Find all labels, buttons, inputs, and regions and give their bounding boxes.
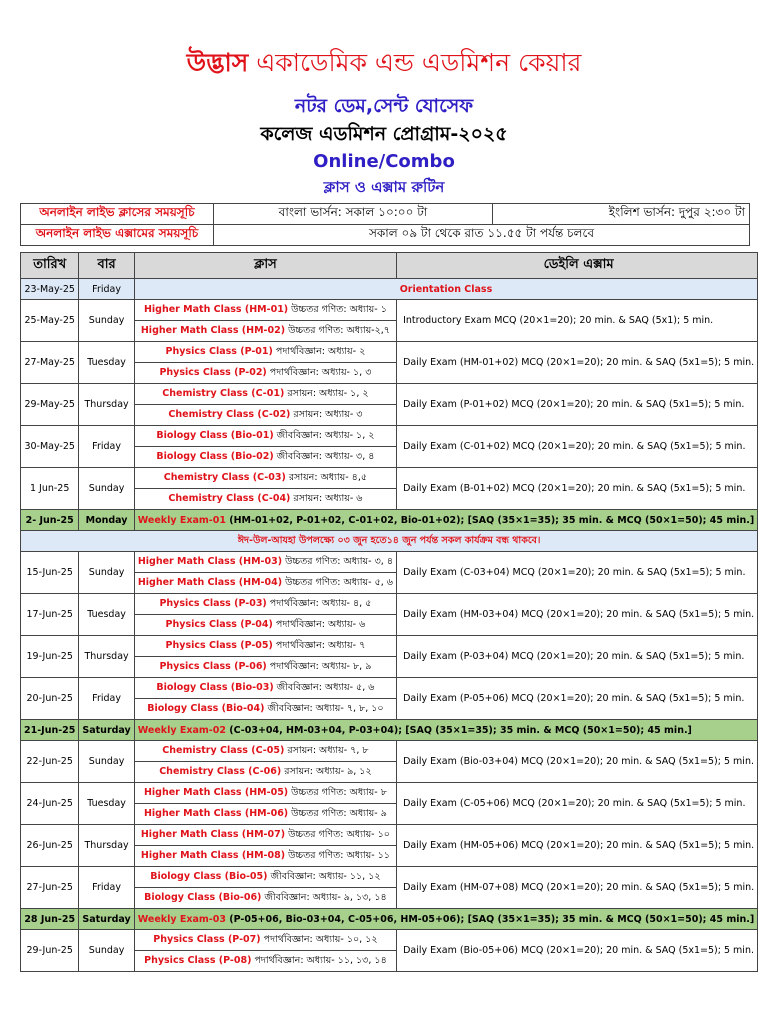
class-topic: জীববিজ্ঞান: অধ্যায়- ৯, ১৩, ১৪ bbox=[261, 891, 387, 903]
row-day: Sunday bbox=[79, 741, 134, 783]
daily-exam: Daily Exam (HM-05+06) MCQ (20×1=20); 20 min. & SAQ (5x1=5); 5 min. bbox=[397, 825, 758, 867]
class-cell bbox=[134, 321, 396, 342]
row-date: 17-Jun-25 bbox=[21, 594, 79, 636]
class-name: Higher Math Class (HM-08) bbox=[140, 849, 286, 861]
class-name: Biology Class (Bio-06) bbox=[144, 891, 262, 903]
class-topic: জীববিজ্ঞান: অধ্যায়- ১১, ১২ bbox=[267, 870, 381, 882]
daily-exam: Daily Exam (Bio-05+06) MCQ (20×1=20); 20 min. & SAQ (5x1=5); 5 min. bbox=[397, 930, 758, 972]
class-topic: উচ্চতর গণিত: অধ্যায়- ১০ bbox=[285, 828, 390, 840]
daily-exam: Daily Exam (Bio-03+04) MCQ (20×1=20); 20 min. & SAQ (5x1=5); 5 min. bbox=[397, 741, 758, 783]
class-topic: পদার্থবিজ্ঞান: অধ্যায়- ২ bbox=[272, 345, 366, 357]
row-day: Sunday bbox=[79, 552, 134, 594]
daily-exam: Daily Exam (P-03+04) MCQ (20×1=20); 20 min. & SAQ (5x1=5); 5 min. bbox=[397, 636, 758, 678]
class-cell bbox=[134, 888, 396, 909]
class-topic: উচ্চতর গণিত: অধ্যায়- ৫, ৬ bbox=[282, 576, 393, 588]
row-day: Tuesday bbox=[79, 594, 134, 636]
weekly-exam-detail bbox=[134, 909, 757, 930]
class-cell bbox=[134, 636, 396, 657]
holiday-notice-row bbox=[21, 531, 758, 552]
routine-table-body bbox=[21, 279, 758, 972]
row-date: 29-Jun-25 bbox=[21, 930, 79, 972]
row-date: 22-Jun-25 bbox=[21, 741, 79, 783]
class-name: Higher Math Class (HM-03) bbox=[137, 555, 283, 567]
orientation-row bbox=[21, 279, 758, 300]
class-cell bbox=[134, 405, 396, 426]
orientation-label: Orientation Class bbox=[134, 279, 757, 300]
class-topic: জীববিজ্ঞান: অধ্যায়- ১, ২ bbox=[273, 429, 375, 441]
mode-label: Online/Combo bbox=[313, 151, 455, 172]
class-cell bbox=[134, 447, 396, 468]
class-cell bbox=[134, 678, 396, 699]
class-cell bbox=[134, 573, 396, 594]
daily-exam: Daily Exam (HM-01+02) MCQ (20×1=20); 20 min. & SAQ (5x1=5); 5 min. bbox=[397, 342, 758, 384]
table-row bbox=[21, 384, 758, 405]
daily-exam: Daily Exam (C-01+02) MCQ (20×1=20); 20 min. & SAQ (5x1=5); 5 min. bbox=[397, 426, 758, 468]
class-topic: উচ্চতর গণিত: অধ্যায়- ৯ bbox=[288, 807, 387, 819]
class-name: Physics Class (P-06) bbox=[159, 660, 267, 672]
class-name: Chemistry Class (C-05) bbox=[162, 744, 285, 756]
weekly-exam-syllabus: (P-05+06, Bio-03+04, C-05+06, HM-05+06); [SAQ (35×1=35); 35 min. & MCQ (50×1=50); 45 min.] bbox=[225, 913, 755, 925]
class-topic: রসায়ন: অধ্যায়- ৯, ১২ bbox=[281, 765, 372, 777]
class-topic: জীববিজ্ঞান: অধ্যায়- ৭, ৮, ১০ bbox=[264, 702, 384, 714]
class-topic: রসায়ন: অধ্যায়- ৪,৫ bbox=[285, 471, 368, 483]
daily-exam: Daily Exam (B-01+02) MCQ (20×1=20); 20 min. & SAQ (5x1=5); 5 min. bbox=[397, 468, 758, 510]
weekly-exam-row bbox=[21, 510, 758, 531]
class-name: Higher Math Class (HM-07) bbox=[140, 828, 286, 840]
table-row bbox=[21, 930, 758, 951]
row-day: Saturday bbox=[79, 909, 134, 930]
row-day: Sunday bbox=[79, 930, 134, 972]
class-topic: পদার্থবিজ্ঞান: অধ্যায়- ১, ৩ bbox=[266, 366, 372, 378]
class-cell bbox=[134, 384, 396, 405]
column-header-date: তারিখ bbox=[21, 253, 79, 279]
row-date: 27-Jun-25 bbox=[21, 867, 79, 909]
brand-name: উদ্ভাস bbox=[186, 48, 249, 77]
table-row bbox=[21, 678, 758, 699]
class-cell bbox=[134, 783, 396, 804]
class-topic: পদার্থবিজ্ঞান: অধ্যায়- ৮, ৯ bbox=[266, 660, 372, 672]
english-version-time: ইংলিশ ভার্সন: দুপুর ২:৩০ টা bbox=[492, 204, 749, 225]
row-date: 15-Jun-25 bbox=[21, 552, 79, 594]
class-cell bbox=[134, 300, 396, 321]
class-schedule-label: অনলাইন লাইভ ক্লাসের সময়সূচি bbox=[21, 204, 214, 225]
class-cell bbox=[134, 930, 396, 951]
table-row bbox=[21, 468, 758, 489]
class-topic: পদার্থবিজ্ঞান: অধ্যায়- ৭ bbox=[272, 639, 366, 651]
row-day: Tuesday bbox=[79, 342, 134, 384]
weekly-exam-detail bbox=[134, 720, 757, 741]
class-cell bbox=[134, 594, 396, 615]
table-row bbox=[21, 426, 758, 447]
weekly-exam-label: Weekly Exam-02 bbox=[137, 724, 226, 736]
column-header-exam: ডেইলি এক্সাম bbox=[397, 253, 758, 279]
class-cell bbox=[134, 741, 396, 762]
exam-time-row bbox=[21, 225, 750, 246]
class-topic: উচ্চতর গণিত: অধ্যায়- ৮ bbox=[288, 786, 387, 798]
class-cell bbox=[134, 699, 396, 720]
row-date: 25-May-25 bbox=[21, 300, 79, 342]
college-names: নটর ডেম,সেন্ট যোসেফ bbox=[294, 95, 474, 117]
weekly-exam-label: Weekly Exam-03 bbox=[137, 913, 226, 925]
class-cell bbox=[134, 951, 396, 972]
row-day: Sunday bbox=[79, 300, 134, 342]
daily-exam: Daily Exam (C-05+06) MCQ (20×1=20); 20 min. & SAQ (5x1=5); 5 min. bbox=[397, 783, 758, 825]
class-cell bbox=[134, 552, 396, 573]
schedule-info-table bbox=[20, 203, 750, 246]
class-name: Biology Class (Bio-05) bbox=[150, 870, 268, 882]
row-date: 28 Jun-25 bbox=[21, 909, 79, 930]
table-header-row bbox=[21, 253, 758, 279]
row-date: 30-May-25 bbox=[21, 426, 79, 468]
class-name: Physics Class (P-07) bbox=[153, 933, 261, 945]
class-name: Physics Class (P-01) bbox=[165, 345, 273, 357]
row-day: Thursday bbox=[79, 384, 134, 426]
class-cell bbox=[134, 342, 396, 363]
class-topic: জীববিজ্ঞান: অধ্যায়- ৩, ৪ bbox=[273, 450, 375, 462]
daily-exam: Daily Exam (P-01+02) MCQ (20×1=20); 20 min. & SAQ (5x1=5); 5 min. bbox=[397, 384, 758, 426]
row-date: 27-May-25 bbox=[21, 342, 79, 384]
daily-exam: Introductory Exam MCQ (20×1=20); 20 min. & SAQ (5x1); 5 min. bbox=[397, 300, 758, 342]
class-cell bbox=[134, 363, 396, 384]
table-row bbox=[21, 825, 758, 846]
class-name: Higher Math Class (HM-04) bbox=[137, 576, 283, 588]
class-name: Physics Class (P-02) bbox=[159, 366, 267, 378]
class-topic: পদার্থবিজ্ঞান: অধ্যায়- ৪, ৫ bbox=[266, 597, 372, 609]
class-name: Physics Class (P-05) bbox=[165, 639, 273, 651]
table-row bbox=[21, 342, 758, 363]
class-name: Physics Class (P-08) bbox=[144, 954, 252, 966]
holiday-notice: ঈদ-উল-আযহা উপলক্ষ্যে ০৩ জুন হতে১৪ জুন পর্যন্ত সকল কার্যক্রম বন্ধ থাকবে। bbox=[21, 531, 758, 552]
class-name: Biology Class (Bio-02) bbox=[156, 450, 274, 462]
class-topic: পদার্থবিজ্ঞান: অধ্যায়- ১১, ১৩, ১৪ bbox=[251, 954, 387, 966]
weekly-exam-row bbox=[21, 720, 758, 741]
class-name: Biology Class (Bio-04) bbox=[147, 702, 265, 714]
class-topic: রসায়ন: অধ্যায়- ৩ bbox=[290, 408, 363, 420]
class-cell bbox=[134, 804, 396, 825]
row-date: 23-May-25 bbox=[21, 279, 79, 300]
class-name: Chemistry Class (C-04) bbox=[168, 492, 291, 504]
exam-schedule-label: অনলাইন লাইভ এক্সামের সময়সূচি bbox=[21, 225, 214, 246]
exam-time-value: সকাল ০৯ টা থেকে রাত ১১.৫৫ টা পর্যন্ত চলবে bbox=[214, 225, 750, 246]
class-name: Biology Class (Bio-01) bbox=[156, 429, 274, 441]
daily-exam: Daily Exam (HM-07+08) MCQ (20×1=20); 20 min. & SAQ (5x1=5); 5 min. bbox=[397, 867, 758, 909]
class-cell bbox=[134, 846, 396, 867]
table-row bbox=[21, 636, 758, 657]
row-day: Tuesday bbox=[79, 783, 134, 825]
weekly-exam-syllabus: (C-03+04, HM-03+04, P-03+04); [SAQ (35×1=35); 35 min. & MCQ (50×1=50); 45 min.] bbox=[225, 724, 692, 736]
class-name: Higher Math Class (HM-05) bbox=[143, 786, 289, 798]
class-cell bbox=[134, 657, 396, 678]
class-topic: জীববিজ্ঞান: অধ্যায়- ৫, ৬ bbox=[273, 681, 375, 693]
table-row bbox=[21, 867, 758, 888]
program-title: কলেজ এডমিশন প্রোগ্রাম-২০২৫ bbox=[260, 123, 508, 145]
row-day: Friday bbox=[79, 678, 134, 720]
row-day: Friday bbox=[79, 279, 134, 300]
row-day: Friday bbox=[79, 867, 134, 909]
class-name: Physics Class (P-04) bbox=[165, 618, 273, 630]
daily-exam: Daily Exam (HM-03+04) MCQ (20×1=20); 20 min. & SAQ (5x1=5); 5 min. bbox=[397, 594, 758, 636]
class-topic: উচ্চতর গণিত: অধ্যায়- ১ bbox=[288, 303, 387, 315]
daily-exam: Daily Exam (C-03+04) MCQ (20×1=20); 20 min. & SAQ (5x1=5); 5 min. bbox=[397, 552, 758, 594]
class-cell bbox=[134, 762, 396, 783]
class-name: Higher Math Class (HM-01) bbox=[143, 303, 289, 315]
class-topic: পদার্থবিজ্ঞান: অধ্যায়- ৬ bbox=[272, 618, 366, 630]
table-row bbox=[21, 741, 758, 762]
class-name: Physics Class (P-03) bbox=[159, 597, 267, 609]
row-date: 20-Jun-25 bbox=[21, 678, 79, 720]
table-row bbox=[21, 552, 758, 573]
class-topic: রসায়ন: অধ্যায়- ১, ২ bbox=[284, 387, 369, 399]
class-cell bbox=[134, 468, 396, 489]
class-name: Chemistry Class (C-01) bbox=[162, 387, 285, 399]
class-topic: উচ্চতর গণিত: অধ্যায়- ১১ bbox=[285, 849, 390, 861]
row-day: Friday bbox=[79, 426, 134, 468]
class-name: Higher Math Class (HM-02) bbox=[140, 324, 286, 336]
class-topic: উচ্চতর গণিত: অধ্যায়-২,৭ bbox=[285, 324, 390, 336]
table-row bbox=[21, 594, 758, 615]
weekly-exam-row bbox=[21, 909, 758, 930]
daily-exam: Daily Exam (P-05+06) MCQ (20×1=20); 20 min. & SAQ (5x1=5); 5 min. bbox=[397, 678, 758, 720]
class-topic: উচ্চতর গণিত: অধ্যায়- ৩, ৪ bbox=[282, 555, 393, 567]
row-date: 21-Jun-25 bbox=[21, 720, 79, 741]
row-date: 29-May-25 bbox=[21, 384, 79, 426]
row-date: 1 Jun-25 bbox=[21, 468, 79, 510]
routine-table bbox=[20, 252, 758, 972]
row-day: Sunday bbox=[79, 468, 134, 510]
row-day: Thursday bbox=[79, 636, 134, 678]
class-cell bbox=[134, 825, 396, 846]
class-name: Chemistry Class (C-02) bbox=[168, 408, 291, 420]
column-header-class: ক্লাস bbox=[134, 253, 396, 279]
weekly-exam-detail bbox=[134, 510, 757, 531]
class-cell bbox=[134, 489, 396, 510]
class-name: Chemistry Class (C-03) bbox=[163, 471, 286, 483]
class-name: Chemistry Class (C-06) bbox=[159, 765, 282, 777]
weekly-exam-syllabus: (HM-01+02, P-01+02, C-01+02, Bio-01+02); [SAQ (35×1=35); 35 min. & MCQ (50×1=50); 45 min.] bbox=[225, 514, 755, 526]
weekly-exam-label: Weekly Exam-01 bbox=[137, 514, 226, 526]
title-text: একাডেমিক এন্ড এডমিশন কেয়ার bbox=[248, 48, 582, 77]
routine-heading: ক্লাস ও এক্সাম রুটিন bbox=[323, 178, 445, 196]
row-date: 26-Jun-25 bbox=[21, 825, 79, 867]
class-topic: রসায়ন: অধ্যায়- ৭, ৮ bbox=[284, 744, 369, 756]
page-title bbox=[0, 48, 768, 78]
class-time-row bbox=[21, 204, 750, 225]
class-name: Higher Math Class (HM-06) bbox=[143, 807, 289, 819]
class-name: Biology Class (Bio-03) bbox=[156, 681, 274, 693]
row-date: 24-Jun-25 bbox=[21, 783, 79, 825]
column-header-day: বার bbox=[79, 253, 134, 279]
row-day: Thursday bbox=[79, 825, 134, 867]
row-day: Monday bbox=[79, 510, 134, 531]
class-topic: রসায়ন: অধ্যায়- ৬ bbox=[290, 492, 363, 504]
table-row bbox=[21, 300, 758, 321]
table-row bbox=[21, 783, 758, 804]
class-cell bbox=[134, 867, 396, 888]
bangla-version-time: বাংলা ভার্সন: সকাল ১০:০০ টা bbox=[214, 204, 493, 225]
row-date: 19-Jun-25 bbox=[21, 636, 79, 678]
class-topic: পদার্থবিজ্ঞান: অধ্যায়- ১০, ১২ bbox=[260, 933, 378, 945]
class-cell bbox=[134, 615, 396, 636]
row-date: 2- Jun-25 bbox=[21, 510, 79, 531]
class-cell bbox=[134, 426, 396, 447]
row-day: Saturday bbox=[79, 720, 134, 741]
